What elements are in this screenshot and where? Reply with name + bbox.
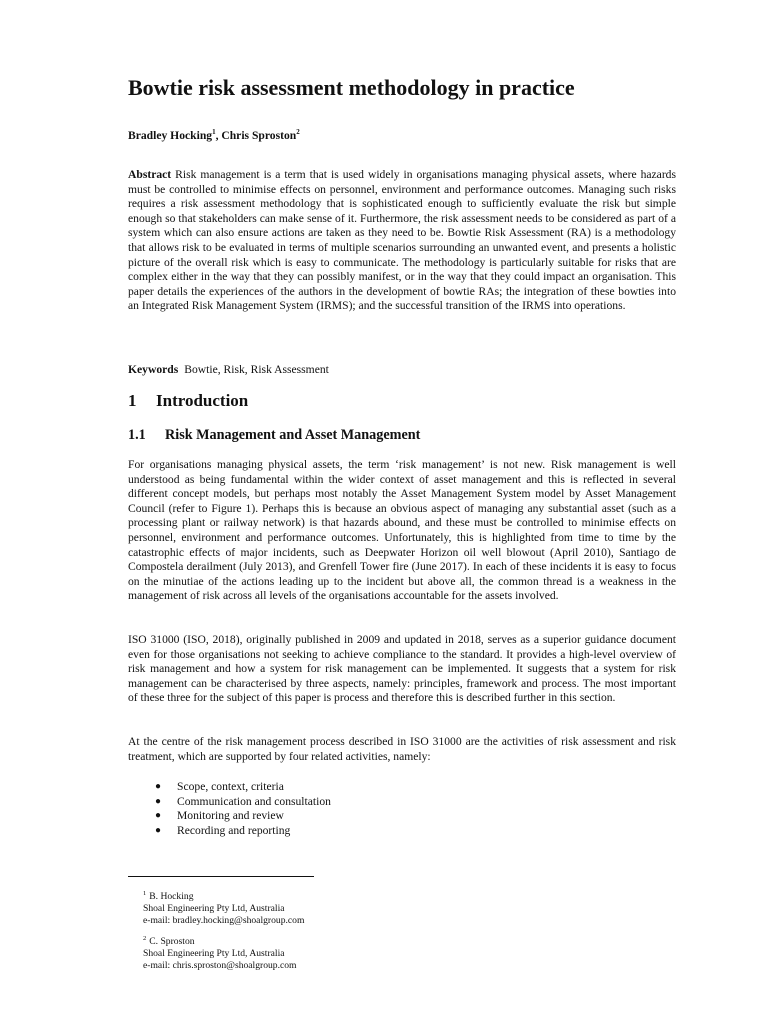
bullet-icon: ● <box>155 795 162 807</box>
list-item <box>128 809 676 824</box>
list-item-text: Recording and reporting <box>177 823 291 837</box>
list-item <box>128 795 676 810</box>
author-line <box>128 128 300 143</box>
footnote-name: C. Sproston <box>149 936 195 947</box>
abstract-label: Abstract <box>128 168 172 181</box>
section-number: 1 <box>128 391 137 410</box>
footnote-org: Shoal Engineering Pty Ltd, Australia <box>143 903 285 915</box>
keywords-label: Keywords <box>128 363 179 376</box>
subsection-title: Risk Management and Asset Management <box>165 427 421 443</box>
list-item-text: Communication and consultation <box>177 794 331 808</box>
author-name: Bradley Hocking <box>128 129 213 142</box>
list-item <box>128 824 676 839</box>
subsection-heading <box>128 425 420 445</box>
list-item <box>128 780 676 795</box>
footnote-email: e-mail: chris.sproston@shoalgroup.com <box>143 960 297 972</box>
body-paragraph: For organisations managing physical assets, the term ‘risk management’ is not new. Risk management is well understood as being fundamental within the wider context of asset management and this is reflected in several different concept models, but perhaps most notably the Asset Management System model by Asset Management Council (refer to Figure 1). Perhaps this is because an obvious aspect of managing any substantial asset (such as a processing plant or railway network) is that hazards abound, and these must be controlled to minimise effects on personnel, environment and performance outcomes. Unfortunately, this is highlighted from time to time by the catastrophic effects of major incidents, such as Deepwater Horizon oil well blowout (April 2010), Santiago de Compostela derailment (July 2013), and Grenfell Tower fire (June 2017). In each of these incidents it is easy to focus on the minutiae of the actions leading up to the incident but above all, the common thread is a weakness in the management of risk across all levels of the organisations accountable for the assets involved. <box>128 458 676 603</box>
author-name: Chris Sproston <box>221 129 297 142</box>
subsection-number: 1.1 <box>128 427 146 443</box>
footnote <box>143 936 443 973</box>
keywords <box>128 362 329 377</box>
bullet-icon: ● <box>155 824 162 836</box>
footnote-email: e-mail: bradley.hocking@shoalgroup.com <box>143 915 305 927</box>
footnote-marker: 1 <box>143 889 147 897</box>
footnote-marker: 1 <box>212 128 216 137</box>
footnote-name: B. Hocking <box>149 891 194 902</box>
footnote-org: Shoal Engineering Pty Ltd, Australia <box>143 948 285 960</box>
footnote <box>143 891 443 928</box>
paper-title: Bowtie risk assessment methodology in practice <box>128 75 575 100</box>
body-paragraph: ISO 31000 (ISO, 2018), originally published in 2009 and updated in 2018, serves as a superior guidance document even for those organisations not seeking to achieve compliance to the standard. It provides a high-level overview of risk management and how a system for risk management can be implemented. It suggests that a system for risk management can be characterised by three aspects, namely: principles, framework and process. The most important of these three for the subject of this paper is process and therefore this is described further in this section. <box>128 633 676 705</box>
keywords-text: Bowtie, Risk, Risk Assessment <box>184 363 329 376</box>
bullet-list <box>128 780 676 838</box>
list-item-text: Monitoring and review <box>177 809 284 823</box>
footnote-divider <box>128 876 314 877</box>
list-item-text: Scope, context, criteria <box>177 780 284 793</box>
abstract-text: Risk management is a term that is used widely in organisations managing physical assets, where hazards must be controlled to minimise effects on personnel, environment and performance outcomes. Managing such risks requires a risk assessment methodology that is sophisticated enough to sufficiently evaluate the risk but simple enough so that stakeholders can make sense of it. Furthermore, the risk assessment needs to be considered as part of a system which can also ensure actions are taken as they need to be. Bowtie Risk Assessment (RA) is a methodology that allows risk to be evaluated in terms of multiple scenarios surrounding an unwanted event, and presents a holistic picture of the overall risk which is easy to communicate. The methodology is particularly suitable for risks that are complex either in the way that they can possibly manifest, or in the way that they could impact an organisation. This paper details the experiences of the authors in the development of bowtie RAs; the integration of these bowties into an Integrated Risk Management System (IRMS); and the successful transition of the IRMS into operations. <box>128 168 676 313</box>
bullet-icon: ● <box>155 810 162 822</box>
footnote-marker: 2 <box>296 128 300 137</box>
bullet-icon: ● <box>155 781 162 792</box>
section-heading <box>128 390 248 412</box>
abstract <box>128 168 676 314</box>
section-title: Introduction <box>156 391 249 410</box>
body-paragraph: At the centre of the risk management process described in ISO 31000 are the activities of risk assessment and risk treatment, which are supported by four related activities, namely: <box>128 735 676 763</box>
footnote-marker: 2 <box>143 934 147 942</box>
author-separator: , <box>215 129 222 142</box>
